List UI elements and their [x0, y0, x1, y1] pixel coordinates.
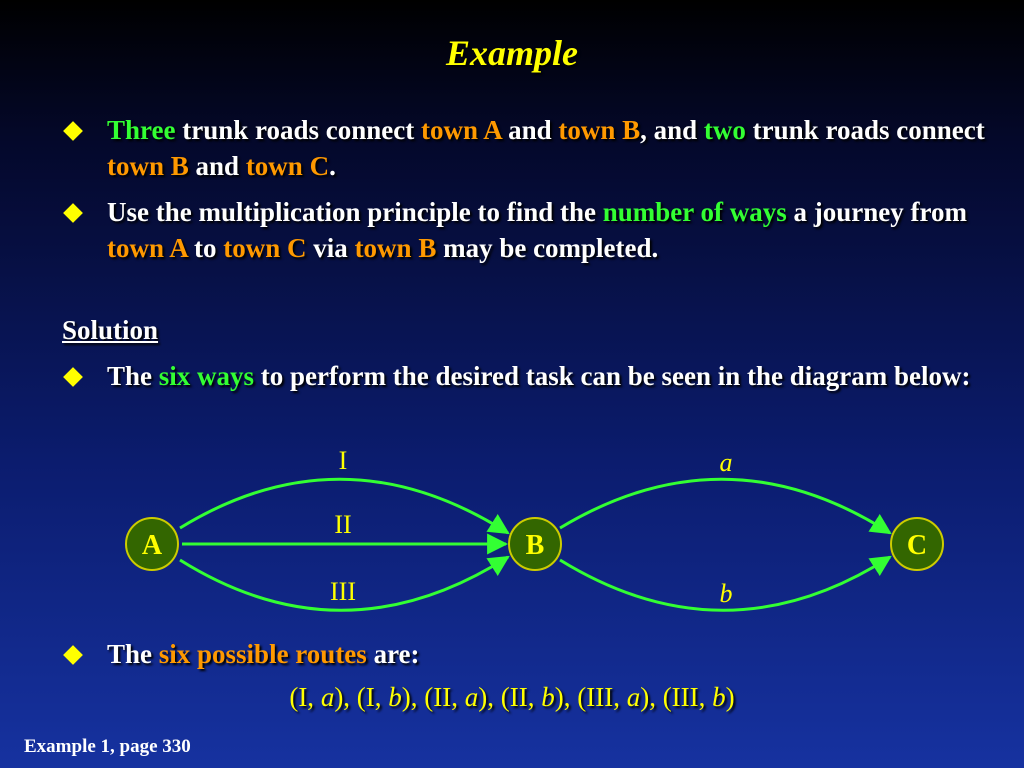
text-segment: and	[501, 115, 559, 145]
edge-label-a: a	[719, 448, 733, 477]
route-text: ), (I,	[334, 682, 389, 712]
text-segment: and	[188, 151, 246, 181]
node-c	[891, 518, 943, 570]
text-segment: are:	[366, 639, 420, 669]
route-text: (I,	[289, 682, 321, 712]
route-var: b	[388, 682, 402, 712]
node-b-label: B	[525, 530, 545, 561]
edge-a	[560, 479, 890, 533]
edge-label-i: I	[338, 446, 348, 475]
text-town-a: town A	[107, 233, 188, 263]
node-a	[126, 518, 178, 570]
text-two: two	[703, 115, 746, 145]
route-var: b	[541, 682, 555, 712]
text-town-b: town B	[107, 151, 189, 181]
text-segment: The	[107, 361, 159, 391]
node-b	[509, 518, 561, 570]
text-segment: via	[306, 233, 355, 263]
text-segment: .	[329, 151, 336, 181]
text-six-ways: six ways	[158, 361, 255, 391]
routes-list	[0, 682, 1024, 713]
slide-title: Example	[446, 33, 578, 73]
text-six-possible-routes: six possible routes	[158, 639, 367, 669]
route-var: a	[626, 682, 641, 712]
text-town-c: town C	[223, 233, 307, 263]
route-text: ), (III,	[640, 682, 713, 712]
route-text: ), (II,	[478, 682, 542, 712]
text-town-c: town C	[245, 151, 330, 181]
edge-label-ii: II	[334, 510, 352, 539]
footer-reference: Example 1, page 330	[24, 736, 191, 757]
route-var: b	[712, 682, 726, 712]
route-text: ), (II,	[401, 682, 465, 712]
route-var: a	[320, 682, 335, 712]
text-segment: trunk roads connect	[175, 115, 422, 145]
node-a-label: A	[141, 530, 163, 561]
edge-label-b: b	[719, 579, 733, 608]
text-town-a: town A	[421, 115, 502, 145]
route-var: a	[464, 682, 479, 712]
edge-label-iii: III	[330, 577, 356, 606]
text-segment: The	[107, 639, 159, 669]
text-number-of-ways: number of ways	[602, 197, 787, 227]
text-three: Three	[107, 115, 176, 145]
text-segment: a journey from	[786, 197, 968, 227]
route-text: ), (III,	[554, 682, 627, 712]
text-segment: may be completed.	[436, 233, 659, 263]
text-town-b: town B	[354, 233, 437, 263]
solution-heading: Solution	[62, 315, 159, 345]
text-segment: , and	[640, 115, 704, 145]
text-segment: to perform the desired task can be seen in the diagram below:	[254, 361, 971, 391]
node-c-label: C	[906, 530, 928, 561]
text-segment: to	[187, 233, 224, 263]
text-segment: trunk roads connect	[745, 115, 985, 145]
text-segment: Use the multiplication principle to find the	[107, 197, 603, 227]
text-town-b: town B	[558, 115, 641, 145]
route-text: )	[725, 682, 735, 712]
bullet-4-text	[107, 636, 987, 672]
